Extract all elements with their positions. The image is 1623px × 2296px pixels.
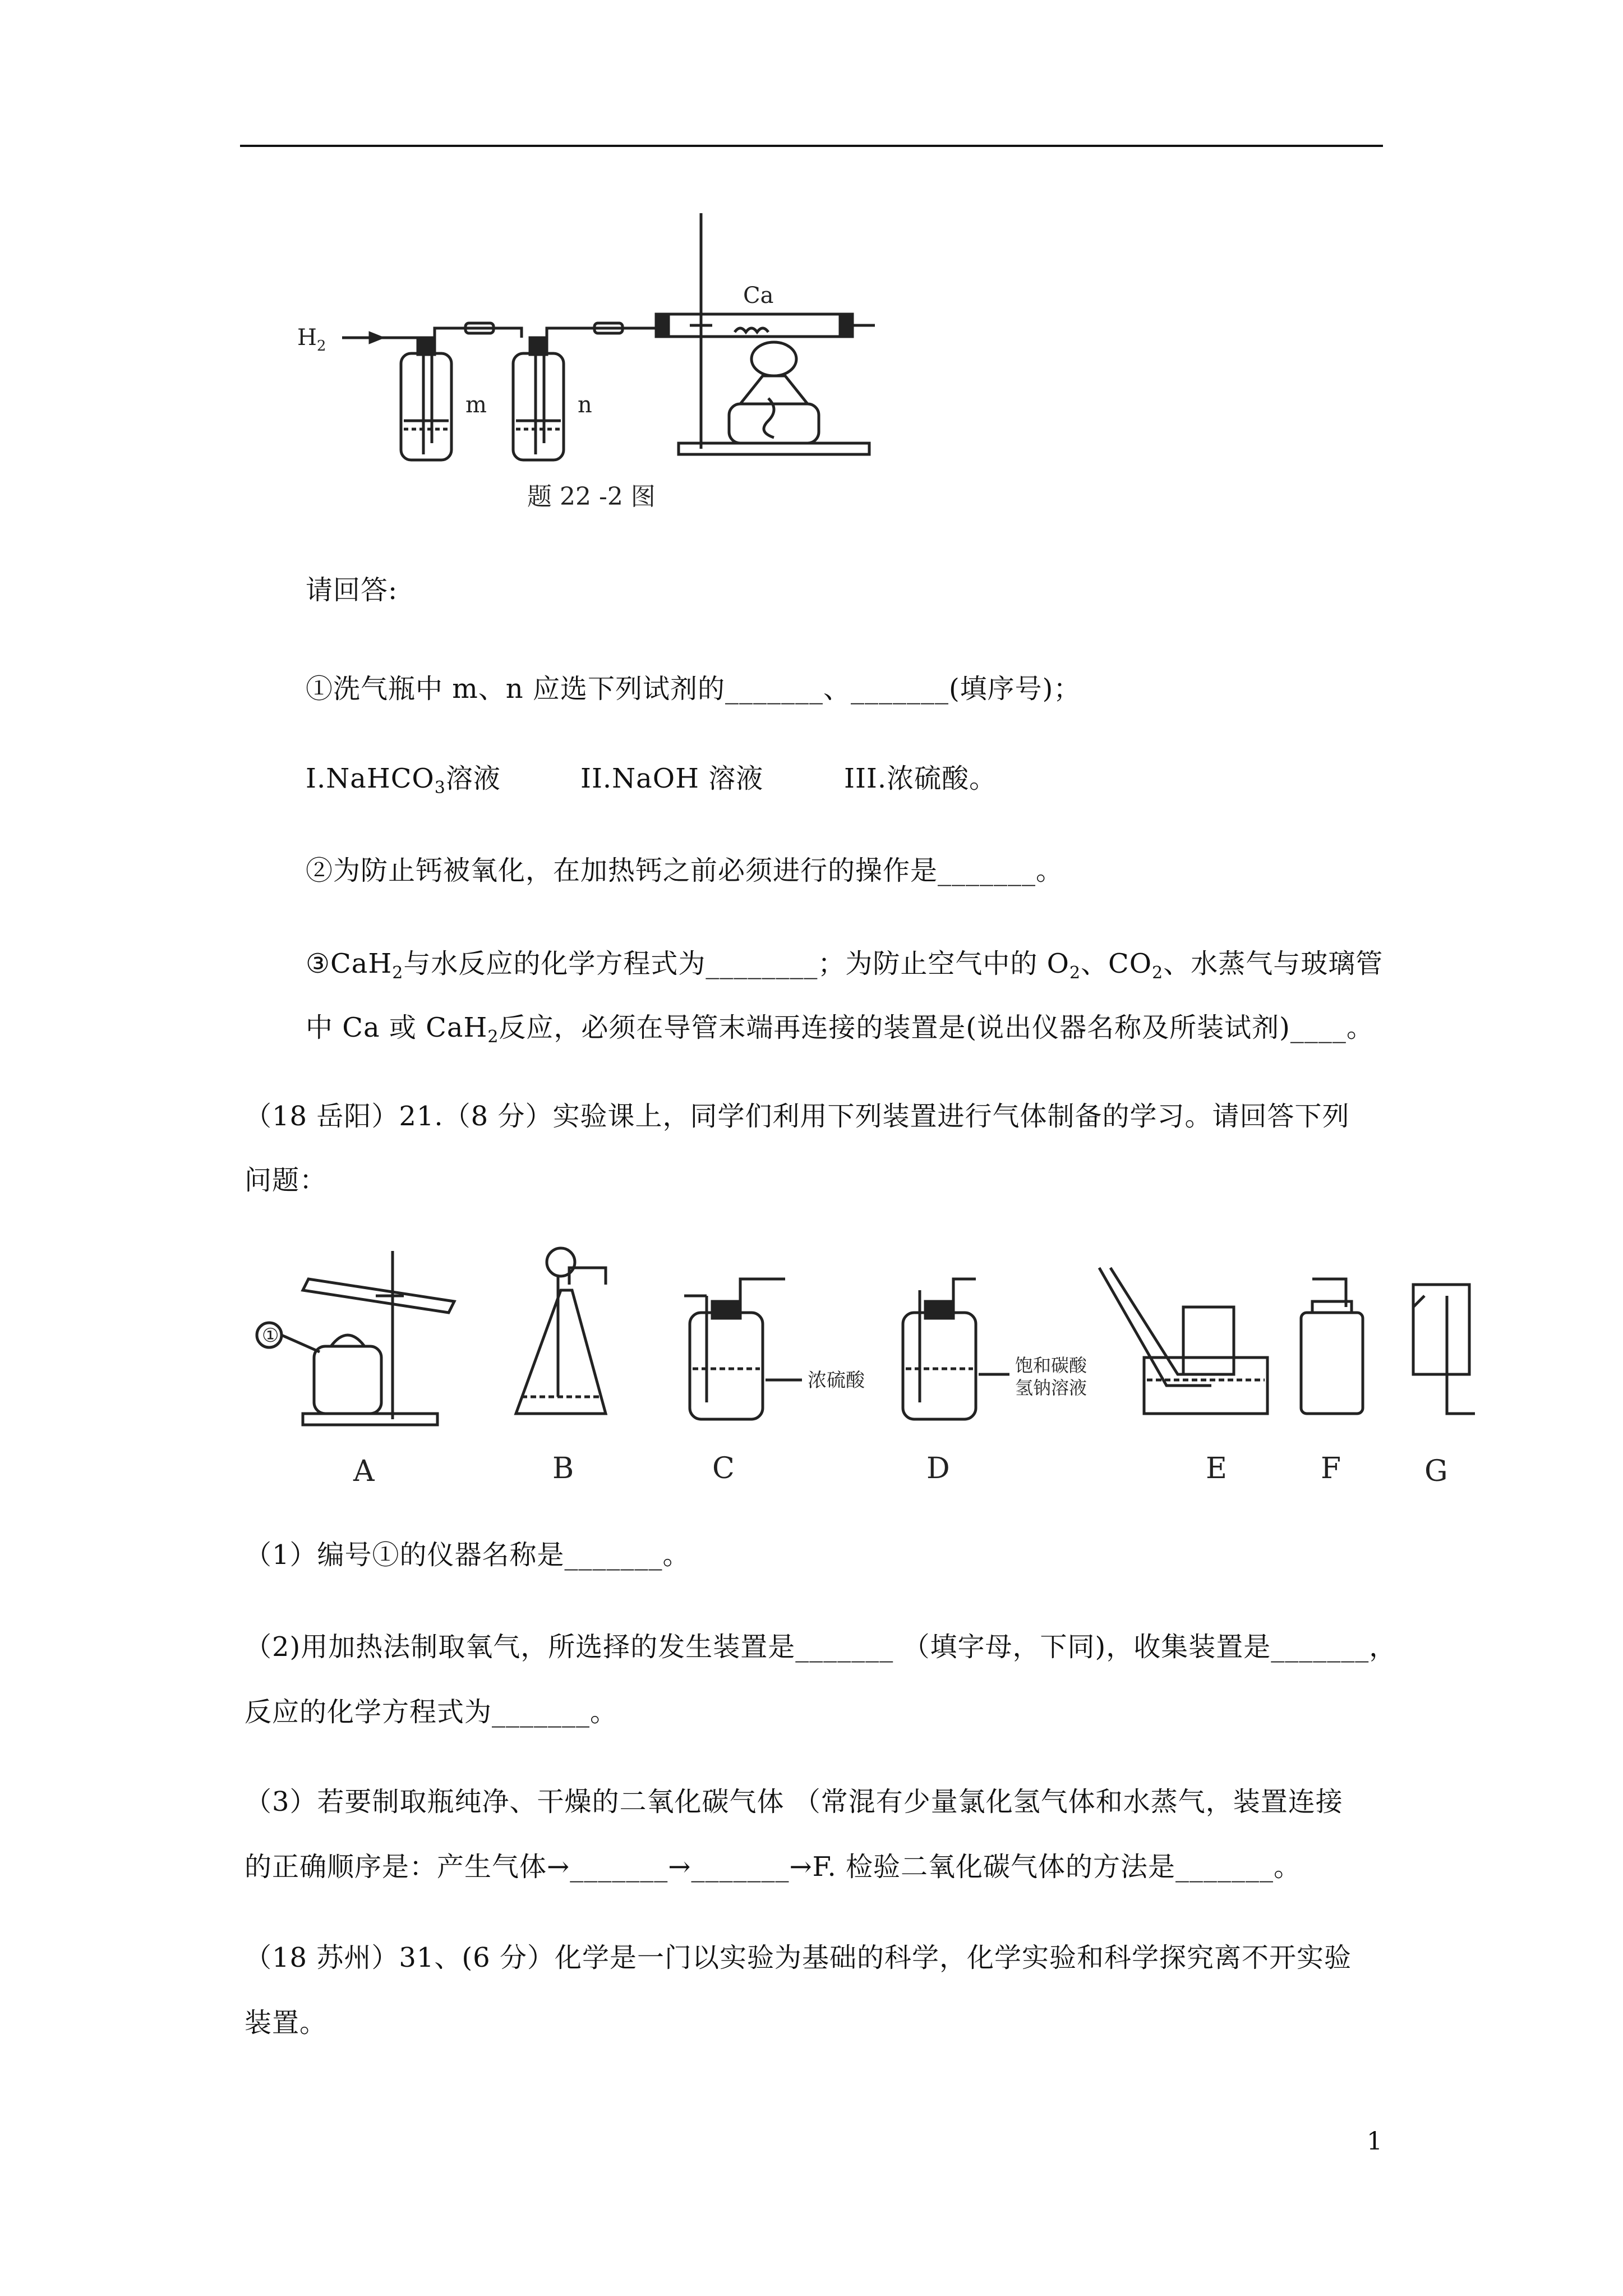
q22-option-2: II.NaOH 溶液 xyxy=(580,763,764,794)
header-rule xyxy=(240,145,1383,147)
page-number: 1 xyxy=(1367,2127,1382,2156)
figure-label-b: B xyxy=(552,1452,574,1485)
label-d-reagent-2: 氢钠溶液 xyxy=(1015,1377,1087,1398)
q21-sub1: （1）编号①的仪器名称是_______。 xyxy=(245,1539,690,1571)
bottle-m-label: m xyxy=(465,392,487,418)
q21-sub2-line2: 反应的化学方程式为_______。 xyxy=(245,1696,618,1728)
figure-label-a: A xyxy=(353,1455,375,1488)
q21-sub3-line1: （3）若要制取瓶纯净、干燥的二氧化碳气体 （常混有少量氯化氢气体和水蒸气，装置连接 xyxy=(245,1786,1343,1818)
figure-caption: 题 22 -2 图 xyxy=(527,482,656,511)
figure-label-g: G xyxy=(1424,1455,1448,1488)
q21-line1: （18 岳阳）21.（8 分）实验课上，同学们利用下列装置进行气体制备的学习。请回答下列 xyxy=(245,1101,1350,1132)
gas-label: $H_2$ xyxy=(297,325,326,355)
q22-prompt: 请回答: xyxy=(306,574,398,606)
q31-line1: （18 苏州）31、(6 分）化学是一门以实验为基础的科学，化学实验和科学探究离不开实验 xyxy=(245,1942,1352,1973)
figure-label-e: E xyxy=(1206,1452,1227,1485)
q21-line2: 问题： xyxy=(245,1165,328,1196)
figure-apparatus-a-g xyxy=(247,1245,1537,1503)
q22-option-3: III.浓硫酸。 xyxy=(844,763,997,794)
q21-sub3-line2: 的正确顺序是：产生气体→_______→_______→F. 检验二氧化碳气体的方法是_______。 xyxy=(245,1851,1302,1883)
figure-label-c: C xyxy=(712,1452,735,1485)
metal-label: Ca xyxy=(743,283,774,309)
q22-item3-line2: 中 Ca 或 CaH$_2$反应，必须在导管末端再连接的装置是(说出仪器名称及所装试剂)____。 xyxy=(306,1012,1374,1047)
label-d-reagent-1: 饱和碳酸 xyxy=(1015,1355,1087,1376)
q21-sub2-line1: （2)用加热法制取氧气，所选择的发生装置是_______ （填字母，下同)，收集装置是_______， xyxy=(245,1631,1397,1663)
q22-item3-line1: ③CaH$_2$与水反应的化学方程式为________；为防止空气中的 $O_2$、$CO_2$、水蒸气与玻璃管 xyxy=(306,948,1384,983)
label-c-reagent: 浓硫酸 xyxy=(808,1369,865,1392)
q22-option-1: I.NaHCO$_3$溶液 xyxy=(306,763,501,798)
bottle-n-label: n xyxy=(578,392,592,418)
q22-item1: ①洗气瓶中 m、n 应选下列试剂的_______、_______(填序号)； xyxy=(306,673,1081,705)
circle-one-label: ① xyxy=(262,1324,279,1347)
figure-label-f: F xyxy=(1321,1452,1341,1485)
q31-line2: 装置。 xyxy=(245,2007,328,2039)
figure-22-2 xyxy=(297,213,914,527)
q22-item2: ②为防止钙被氧化，在加热钙之前必须进行的操作是_______。 xyxy=(306,855,1064,886)
figure-label-d: D xyxy=(926,1452,950,1485)
